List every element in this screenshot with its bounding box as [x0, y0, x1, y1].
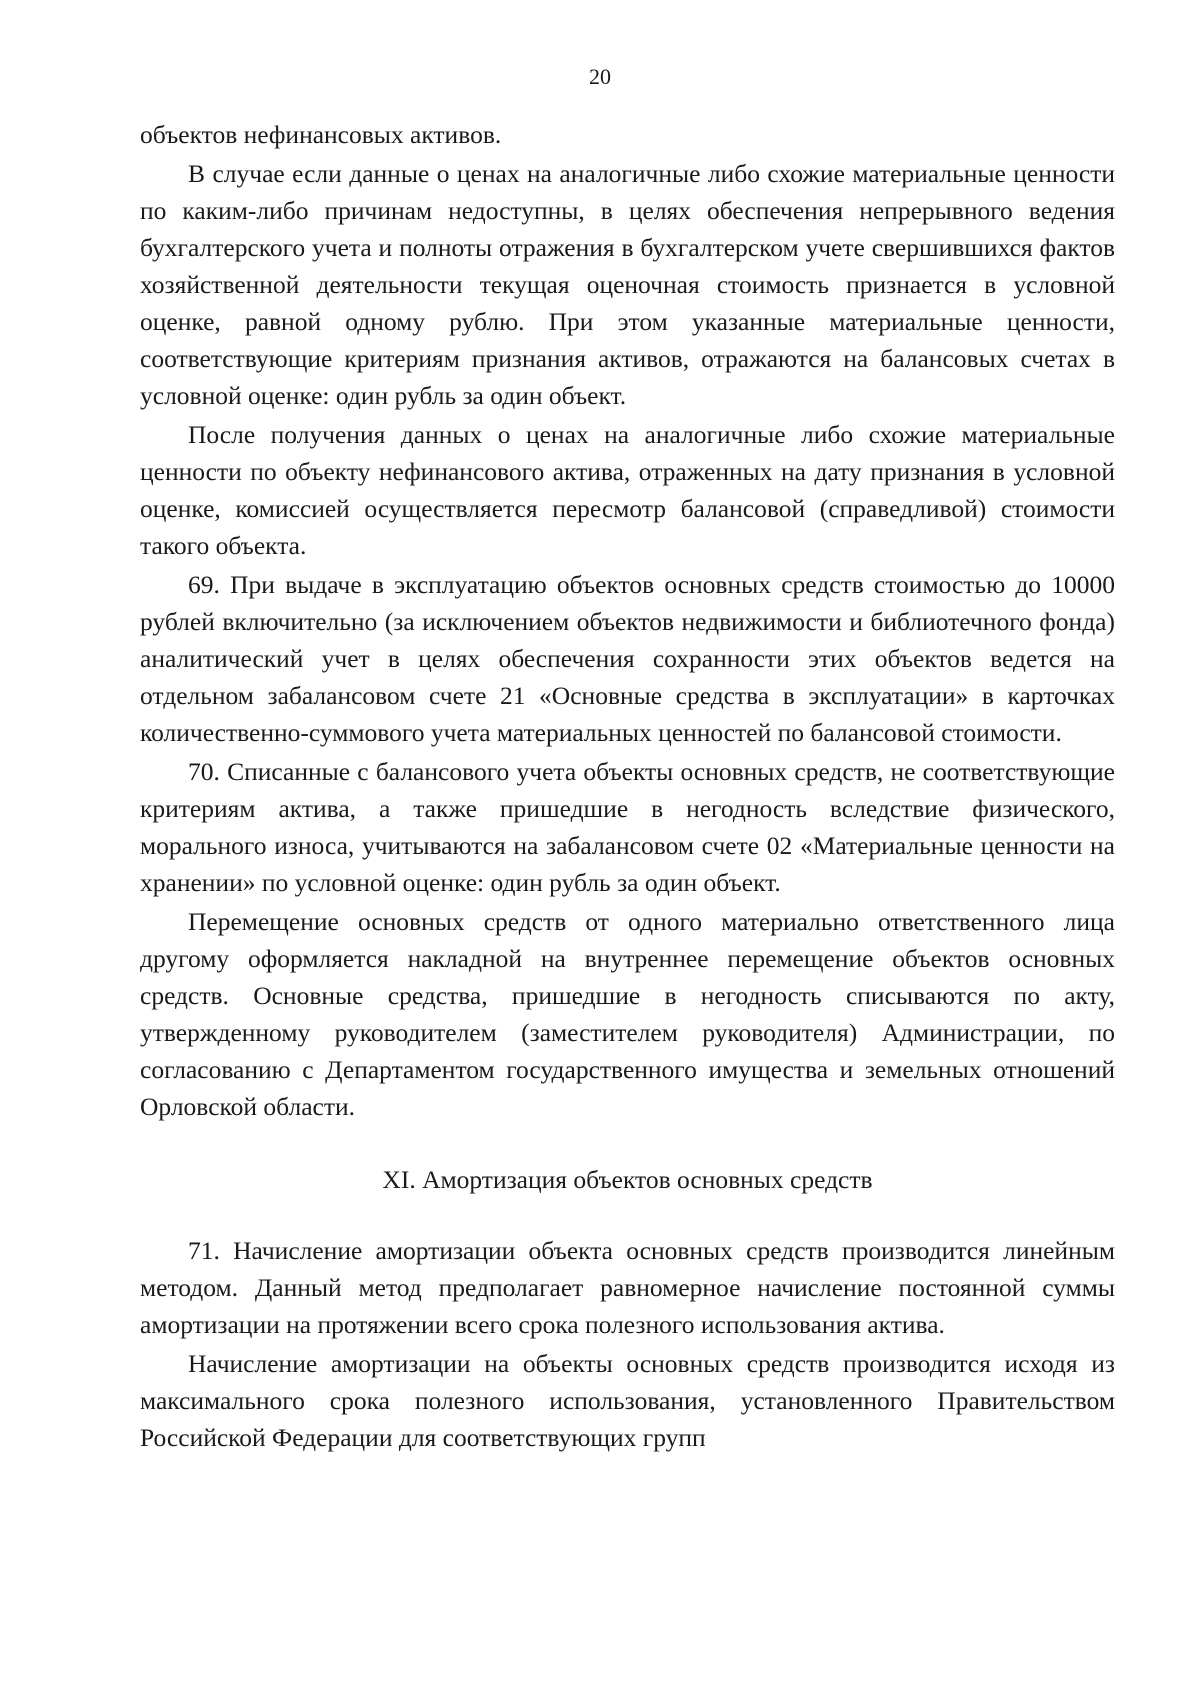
- paragraph-item-70: 70. Списанные с балансового учета объекты основных средств, не соответствующие критериям актива, а также пришедшие в негодность вследствие физического, морального износа, учитываются на забалансовом счете 02 «Материальные ценности на хранении» по условной оценке: один рубль за один объект.: [140, 757, 1115, 897]
- paragraph-revaluation: После получения данных о ценах на аналогичные либо схожие материальные ценности по объекту нефинансового актива, отраженных на дату признания в условной оценке, комиссией осуществляется пересмотр балансовой (справедливой) стоимости такого объекта.: [140, 420, 1115, 560]
- paragraph-item-69: 69. При выдаче в эксплуатацию объектов основных средств стоимостью до 10000 рублей включительно (за исключением объектов недвижимости и библиотечного фонда) аналитический учет в целях обеспечения сохранности этих объектов ведется на отдельном забалансовом счете 21 «Основные средства в эксплуатации» в карточках количественно-суммового учета материальных ценностей по балансовой стоимости.: [140, 570, 1115, 747]
- paragraph-continuation: объектов нефинансовых активов.: [140, 120, 502, 149]
- paragraph-item-71: 71. Начисление амортизации объекта основных средств производится линейным методом. Данный метод предполагает равномерное начисление постоянной суммы амортизации на протяжении всего срока полезного использования актива.: [140, 1236, 1115, 1339]
- document-body: [140, 116, 1115, 1456]
- paragraph-depreciation-term: Начисление амортизации на объекты основных средств производится исходя из максимального срока полезного использования, установленного Правительством Российской Федерации для соответствующих групп: [140, 1349, 1115, 1452]
- paragraph-conditional-valuation: В случае если данные о ценах на аналогичные либо схожие материальные ценности по каким-либо причинам недоступны, в целях обеспечения непрерывного ведения бухгалтерского учета и полноты отражения в бухгалтерском учете свершившихся фактов хозяйственной деятельности текущая оценочная стоимость признается в условной оценке, равной одному рублю. При этом указанные материальные ценности, соответствующие критериям признания активов, отражаются на балансовых счетах в условной оценке: один рубль за один объект.: [140, 159, 1115, 410]
- paragraph-transfer: Перемещение основных средств от одного материально ответственного лица другому оформляется накладной на внутреннее перемещение объектов основных средств. Основные средства, пришедшие в негодность списываются по акту, утвержденному руководителем (заместителем руководителя) Администрации, по согласованию с Департаментом государственного имущества и земельных отношений Орловской области.: [140, 907, 1115, 1121]
- section-heading: XI. Амортизация объектов основных средств: [382, 1165, 873, 1194]
- page-number: 20: [589, 64, 611, 89]
